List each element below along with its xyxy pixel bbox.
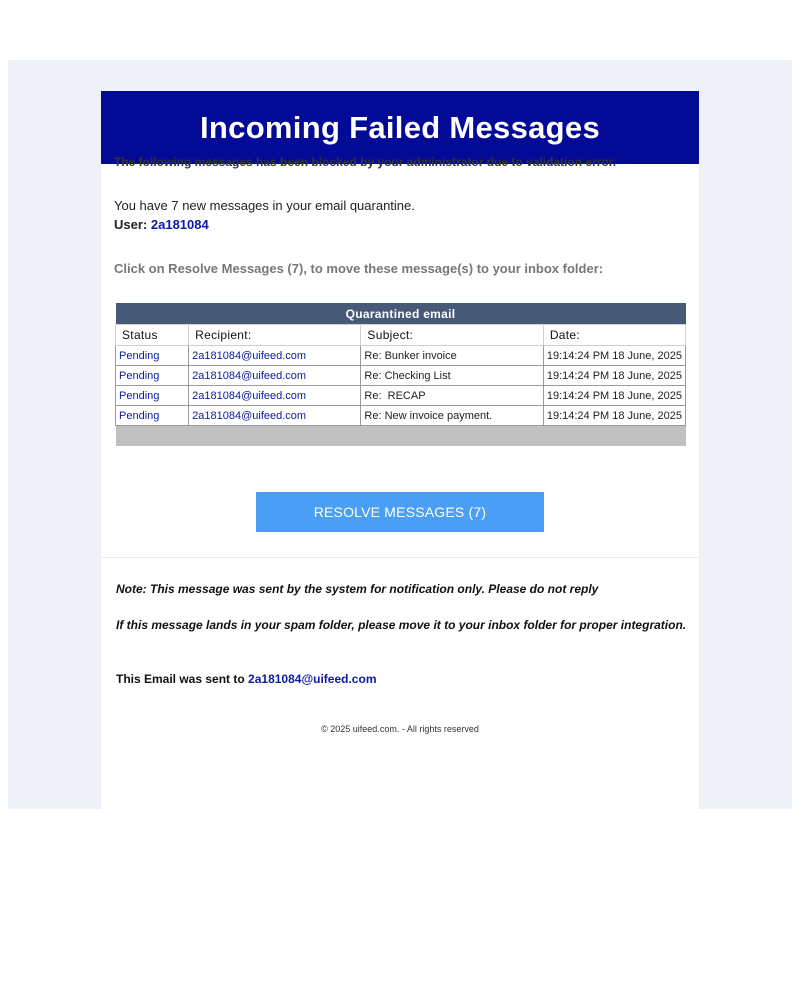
table-footer bbox=[116, 426, 686, 447]
table-title-row bbox=[116, 303, 686, 325]
page-title: Incoming Failed Messages bbox=[101, 91, 699, 164]
intro-text: The following messages has been blocked by your administrator due to validation error. bbox=[114, 155, 617, 169]
row-recipient[interactable]: 2a181084@uifeed.com bbox=[189, 346, 361, 366]
user-line bbox=[114, 217, 209, 232]
row-status: Pending bbox=[116, 346, 189, 366]
row-subject: Re: Bunker invoice bbox=[361, 346, 543, 366]
sent-to-email[interactable]: 2a181084@uifeed.com bbox=[248, 672, 377, 686]
row-subject: Re: New invoice payment. bbox=[361, 406, 543, 426]
table-header-row bbox=[116, 325, 686, 346]
resolve-messages-button[interactable]: RESOLVE MESSAGES (7) bbox=[256, 492, 544, 532]
row-date: 19:14:24 PM 18 June, 2025 bbox=[543, 406, 685, 426]
table-row bbox=[116, 346, 686, 366]
message-count-text: You have 7 new messages in your email quarantine. bbox=[114, 198, 415, 213]
column-header-subject: Subject: bbox=[361, 325, 543, 346]
quarantine-table bbox=[115, 303, 686, 446]
table-footer-row bbox=[116, 426, 686, 447]
row-date: 19:14:24 PM 18 June, 2025 bbox=[543, 366, 685, 386]
row-recipient[interactable]: 2a181084@uifeed.com bbox=[189, 406, 361, 426]
column-header-recipient: Recipient: bbox=[189, 325, 361, 346]
row-date: 19:14:24 PM 18 June, 2025 bbox=[543, 346, 685, 366]
email-card bbox=[101, 91, 699, 809]
row-status: Pending bbox=[116, 406, 189, 426]
column-header-date: Date: bbox=[543, 325, 685, 346]
table-row bbox=[116, 366, 686, 386]
note-spam-folder: If this message lands in your spam folder, please move it to your inbox folder for proper integration. bbox=[116, 618, 687, 632]
sent-to-line bbox=[116, 672, 376, 686]
row-recipient[interactable]: 2a181084@uifeed.com bbox=[189, 366, 361, 386]
table-title: Quarantined email bbox=[116, 303, 686, 325]
column-header-status: Status bbox=[116, 325, 189, 346]
note-no-reply: Note: This message was sent by the system for notification only. Please do not reply bbox=[116, 582, 599, 596]
row-date: 19:14:24 PM 18 June, 2025 bbox=[543, 386, 685, 406]
table-row bbox=[116, 386, 686, 406]
email-background bbox=[8, 60, 792, 809]
divider bbox=[101, 557, 699, 558]
instruction-text: Click on Resolve Messages (7), to move these message(s) to your inbox folder: bbox=[114, 261, 604, 276]
row-subject: Re: RECAP bbox=[361, 386, 543, 406]
row-status: Pending bbox=[116, 366, 189, 386]
row-subject: Re: Checking List bbox=[361, 366, 543, 386]
row-status: Pending bbox=[116, 386, 189, 406]
sent-to-prefix: This Email was sent to bbox=[116, 672, 245, 686]
user-label: User: bbox=[114, 217, 148, 232]
row-recipient[interactable]: 2a181084@uifeed.com bbox=[189, 386, 361, 406]
user-id: 2a181084 bbox=[150, 217, 209, 232]
copyright-text: © 2025 uifeed.com. - All rights reserved bbox=[321, 724, 479, 734]
table-row bbox=[116, 406, 686, 426]
